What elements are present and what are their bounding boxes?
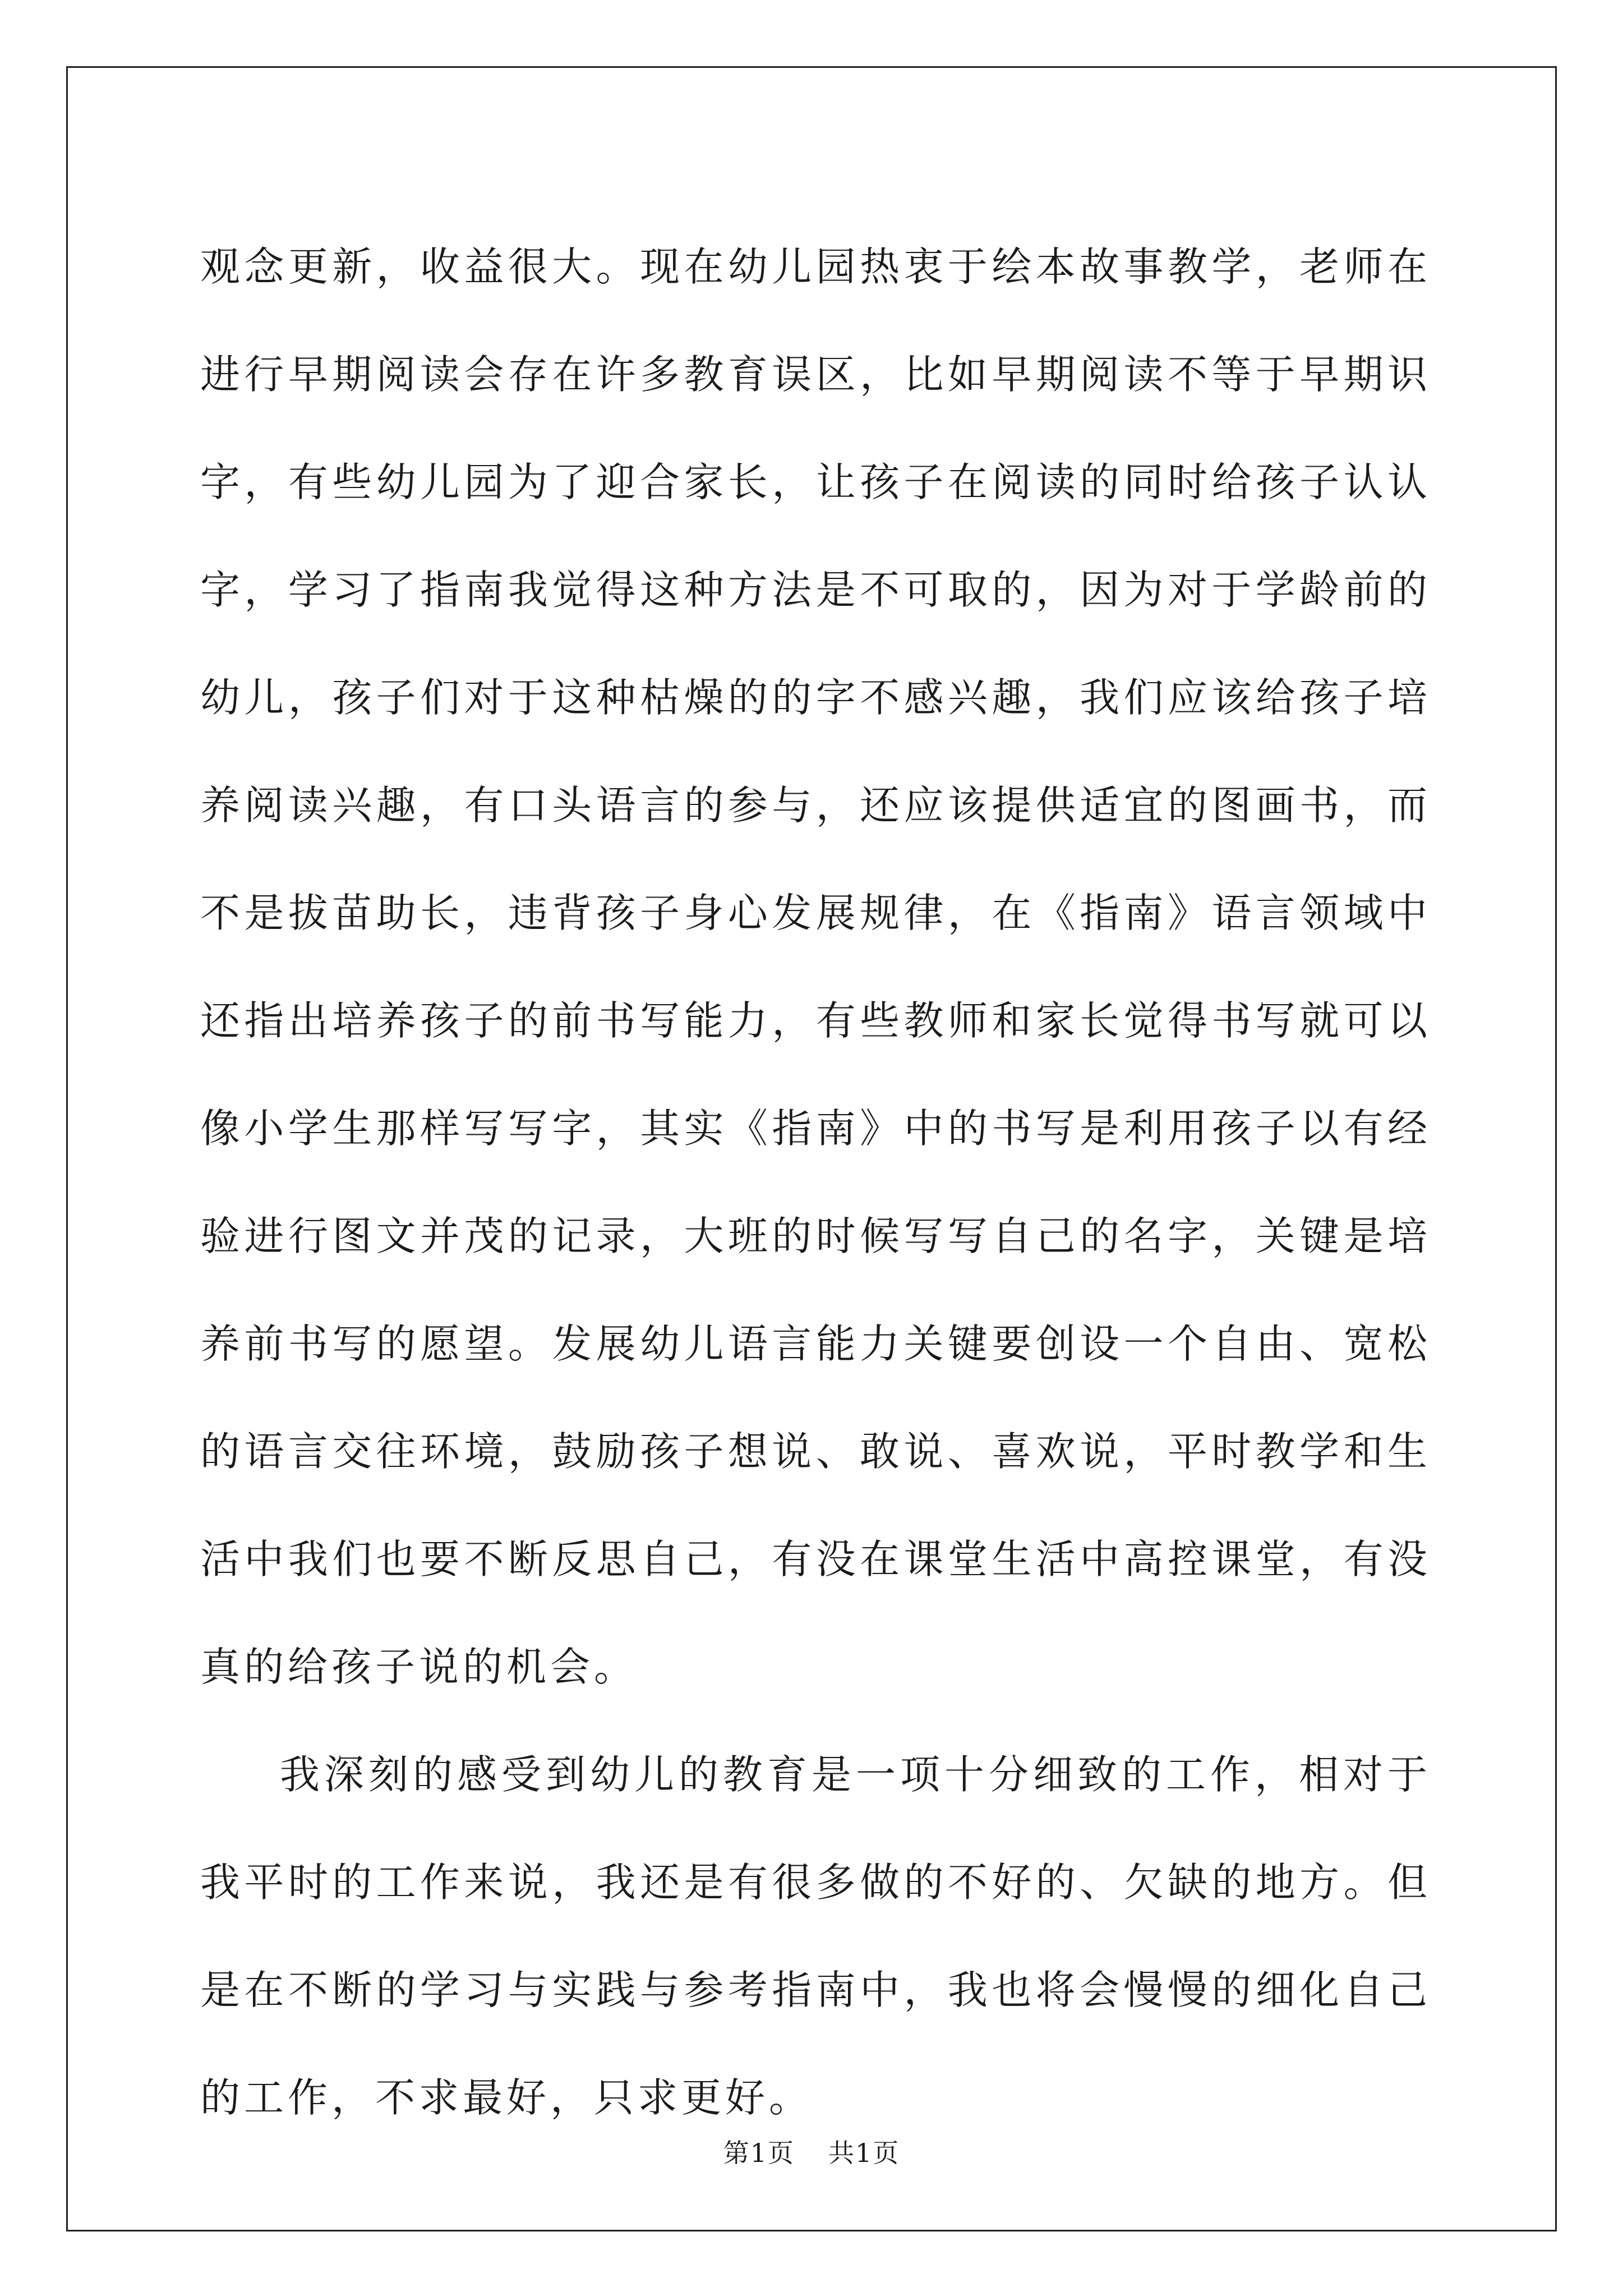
- document-body: [200, 213, 1431, 2152]
- paragraph-1: 观念更新，收益很大。现在幼儿园热衷于绘本故事教学，老师在进行早期阅读会存在许多教育误区，比如早期阅读不等于早期识字，有些幼儿园为了迎合家长，让孩子在阅读的同时给孩子认认字，学习了指南我觉得这种方法是不可取的，因为对于学龄前的幼儿，孩子们对于这种枯燥的的字不感兴趣，我们应该给孩子培养阅读兴趣，有口头语言的参与，还应该提供适宜的图画书，而不是拔苗助长，违背孩子身心发展规律，在《指南》语言领域中还指出培养孩子的前书写能力，有些教师和家长觉得书写就可以像小学生那样写写字，其实《指南》中的书写是利用孩子以有经验进行图文并茂的记录，大班的时候写写自己的名字，关键是培养前书写的愿望。发展幼儿语言能力关键要创设一个自由、宽松的语言交往环境，鼓励孩子想说、敢说、喜欢说，平时教学和生活中我们也要不断反思自己，有没在课堂生活中高控课堂，有没真的给孩子说的机会。: [200, 243, 1431, 1690]
- page-total: 共1页: [828, 2138, 900, 2168]
- paragraph-2: 我深刻的感受到幼儿的教育是一项十分细致的工作，相对于我平时的工作来说，我还是有很多做的不好的、欠缺的地方。但是在不断的学习与实践与参考指南中，我也将会慢慢的细化自己的工作，不求最好，只求更好。: [200, 1751, 1431, 2121]
- page-footer: [0, 2136, 1623, 2170]
- page-number: 第1页: [723, 2138, 795, 2168]
